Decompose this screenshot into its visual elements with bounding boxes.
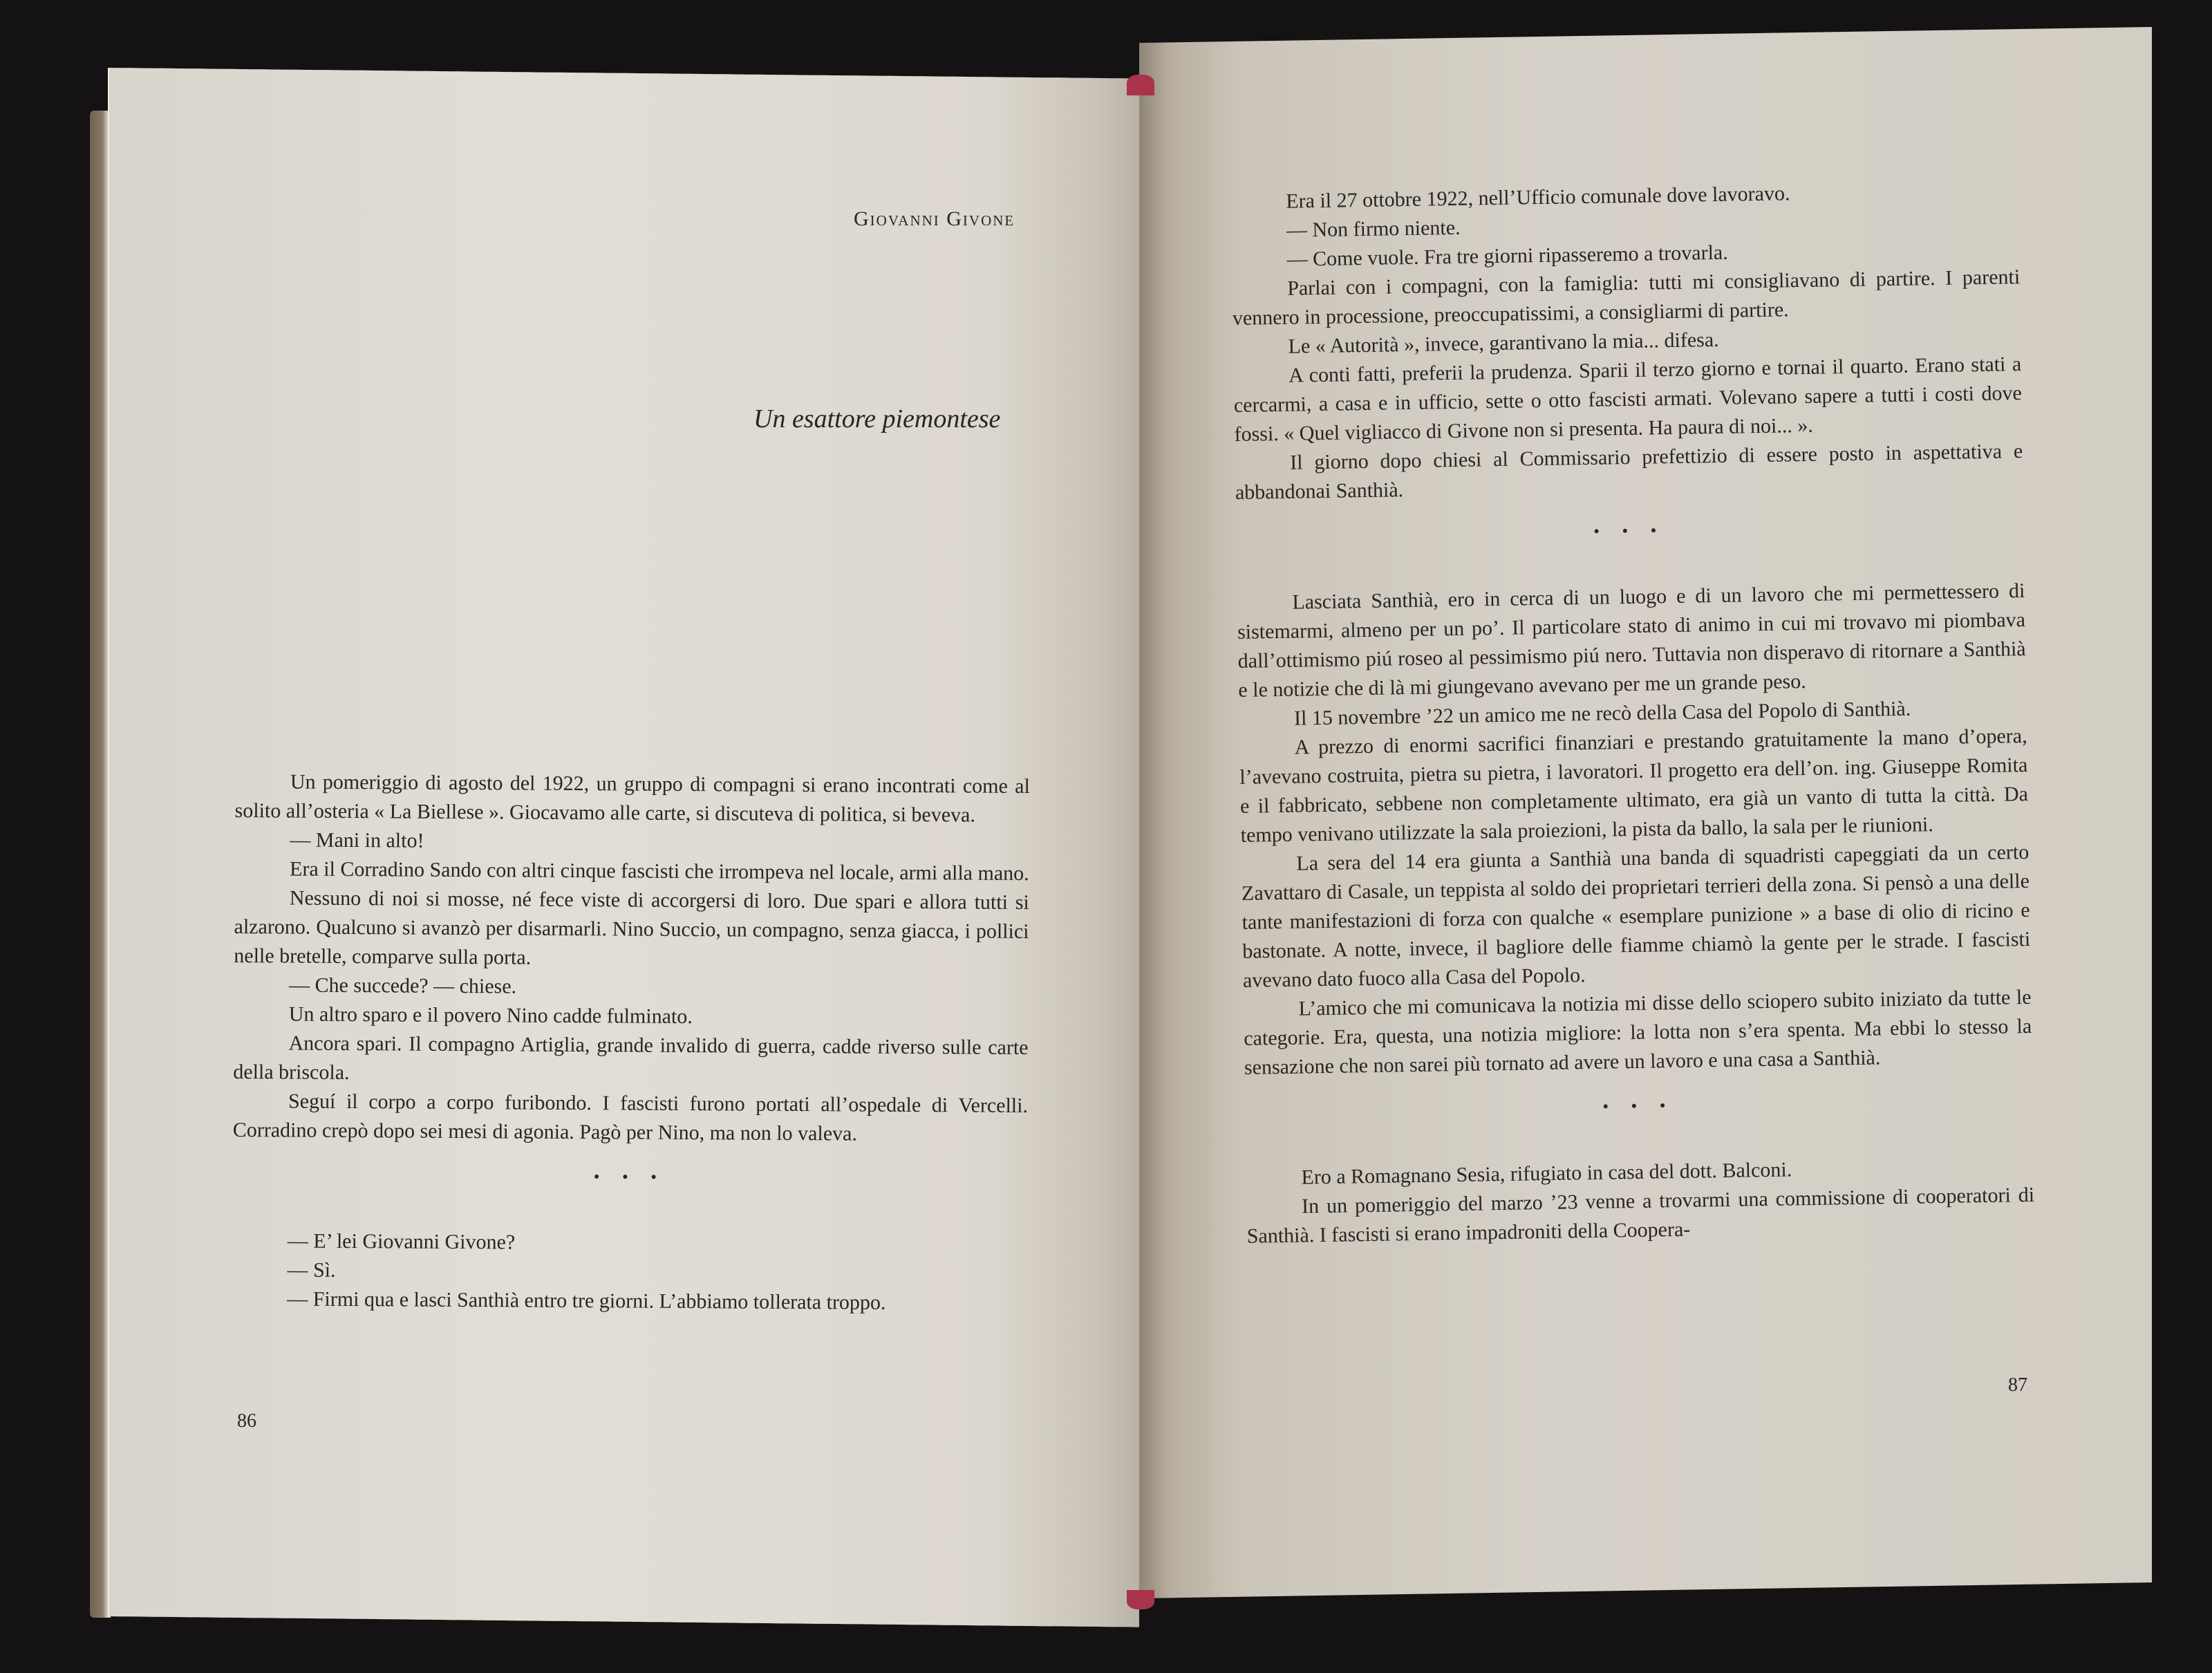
paragraph: L’amico che mi comunicava la notizia mi disse dello sciopero subito iniziato da tutte le categorie. Era, questa, una notizia migliore: la lotta non s’era spenta. Ma ebbi lo stesso la sensazione che non sarei più tornato ad avere un lavoro e una casa a Santhià. (1244, 985, 2032, 1079)
paragraph: Il 15 novembre ’22 un amico me ne recò della Casa del Popolo di Santhià. (1293, 697, 1911, 730)
left-page-text (232, 767, 1030, 1318)
section-separator: • • • (1602, 1096, 1676, 1115)
paragraph: A conti fatti, preferii la prudenza. Sparii il terzo giorno e tornai il quarto. Erano stati a cercarmi, a casa e in ufficio, sette o otto fascisti armati. Volevano sapere a tutti i costi dove fossi. « Quel vigliacco di Givone non si presenta. Ha paura di noi... ». (1233, 353, 2023, 446)
paragraph: Era il 27 ottobre 1922, nell’Ufficio comunale dove lavoravo. (1286, 182, 1790, 213)
paragraph: In un pomeriggio del marzo ’23 venne a trovarmi una commissione di cooperatori di Santhià. I fascisti si erano impadroniti della Coopera- (1246, 1183, 2035, 1248)
paragraph: Ancora spari. Il compagno Artiglia, grande invalido di guerra, cadde riverso sulle carte della briscola. (233, 1031, 1029, 1085)
page-number-right: 87 (2008, 1374, 2027, 1396)
paragraph: — E’ lei Giovanni Givone? (287, 1229, 516, 1254)
paragraph: Seguí il corpo a corpo furibondo. I fascisti furono portati all’ospedale di Vercelli. Corradino crepò dopo sei mesi di agonia. Pagò per Nino, ma non lo valeva. (232, 1090, 1029, 1146)
paragraph: Le « Autorità », invece, garantivano la mia... difesa. (1288, 328, 1719, 358)
page-number-left: 86 (237, 1410, 256, 1432)
paragraph: Parlai con i compagni, con la famiglia: tutti mi consigliavano di partire. I parenti vennero in processione, preoccupatissimi, a consigliarmi di partire. (1232, 265, 2021, 330)
book-fore-edge (90, 111, 111, 1618)
paragraph: Un pomeriggio di agosto del 1922, un gruppo di compagni si erano incontrati come al solito all’osteria « La Biellese ». Giocavamo alle carte, si discuteva di politica, si beveva. (234, 770, 1030, 827)
paragraph: — Che succede? — chiese. (288, 973, 517, 998)
paragraph: La sera del 14 era giunta a Santhià una banda di squadristi capeggiati da un certo Zavattaro di Casale, un teppista al soldo dei proprietari terrieri della zona. Si pensò a una delle tante manifestazioni di forza con qualche « esemplare punizione » a base di olio di ricino e bastonate. A notte, invece, il bagliore delle fiamme chiamò la gente per le strade. I fascisti avevano dato fuoco alla Casa del Popolo. (1241, 840, 2031, 992)
paragraph: Lasciata Santhià, ero in cerca di un luogo e di un lavoro che mi permettessero di sistemarmi, almeno per un po’. Il particolare stato di animo in cui mi trovavo mi piombava dall’ottimismo piú roseo al pessimismo piú nero. Tuttavia non disperavo di ritornare a Santhià e le notizie che di là mi giungevano avevano per me un grande peso. (1237, 579, 2026, 702)
paragraph: — Firmi qua e lasci Santhià entro tre giorni. L’abbiamo tollerata troppo. (287, 1287, 886, 1314)
section-separator: • • • (594, 1168, 666, 1186)
paragraph: — Come vuole. Fra tre giorni ripasseremo a trovarla. (1286, 241, 1728, 271)
paragraph: Ero a Romagnano Sesia, rifugiato in casa del dott. Balconi. (1301, 1158, 1792, 1189)
chapter-title: Un esattore piemontese (753, 404, 1001, 433)
paragraph: Nessuno di noi si mosse, né fece viste di accorgersi di loro. Due spari e allora tutti si alzarono. Qualcuno si avanzò per disarmarli. Nino Succio, un compagno, senza giacca, i pollici nelle bretelle, comparve sulla porta. (234, 886, 1029, 969)
paragraph: — Mani in alto! (290, 828, 424, 852)
paragraph: Il giorno dopo chiesi al Commissario prefettizio di essere posto in aspettativa e abbandonai Santhià. (1235, 440, 2023, 504)
paragraph: Era il Corradino Sando con altri cinque fascisti che irrompeva nel locale, armi alla mano. (290, 857, 1029, 886)
paragraph: Un altro sparo e il povero Nino cadde fulminato. (288, 1002, 693, 1029)
right-page-text (1230, 176, 2035, 1251)
spine-headband (1127, 75, 1154, 95)
paragraph: A prezzo di enormi sacrifici finanziari e prestando gratuitamente la mano d’opera, l’avevano costruita, pietra su pietra, i lavoratori. Il progetto era dell’on. ing. Giuseppe Romita e il fabbricato, sebbene non completamente ultimato, era già un vanto di tutta la città. Da tempo venivano utilizzate la sala proiezioni, la pista da ballo, la sala per le riunioni. (1239, 724, 2029, 847)
paragraph: — Sì. (287, 1258, 336, 1282)
chapter-author: Giovanni Givone (854, 207, 1015, 230)
paragraph: — Non firmo niente. (1286, 216, 1461, 242)
spine-tailband (1127, 1590, 1154, 1609)
section-separator: • • • (1593, 521, 1667, 540)
